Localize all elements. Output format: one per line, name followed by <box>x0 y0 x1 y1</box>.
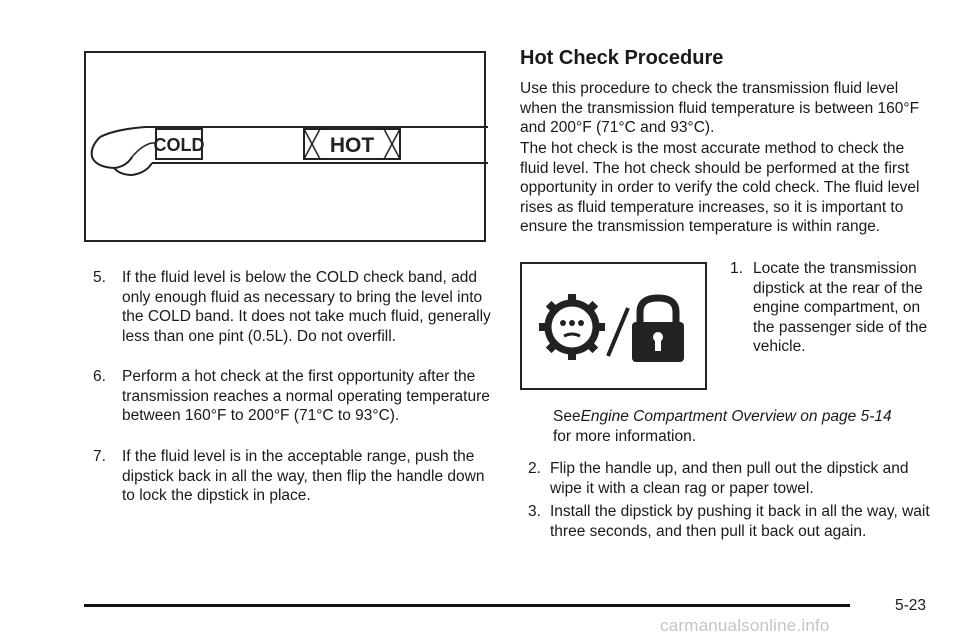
step-text: Install the dipstick by pushing it back in all the way, wait three seconds, and then pull it back out again. <box>550 503 930 540</box>
step-text: If the fluid level is below the COLD check band, add only enough fluid as necessary to bring the level into the COLD band. It does not take much fluid, generally less than one pint (0.5L). Do not overfill. <box>122 269 491 345</box>
see-suffix: for more information. <box>553 427 696 445</box>
step-number: 3. <box>528 503 541 520</box>
step-number: 6. <box>93 368 106 385</box>
step-number: 1. <box>730 260 743 277</box>
intro-paragraph: Use this procedure to check the transmission fluid level when the transmission fluid temperature is between 160°F and 200°F (71°C and 93°C). <box>520 80 920 136</box>
step-number: 2. <box>528 460 541 477</box>
step-text: Perform a hot check at the first opportunity after the transmission reaches a normal operating temperature between 160°F to 200°F (71°C to 93°C). <box>122 368 490 424</box>
dipstick-illustration <box>84 51 486 242</box>
step-3 <box>528 502 938 541</box>
step-7 <box>93 447 493 506</box>
step-5 <box>93 268 493 346</box>
section-heading: Hot Check Procedure <box>520 47 724 69</box>
step-6 <box>93 367 493 426</box>
see-prefix: See <box>553 408 581 425</box>
cold-band-label: COLD <box>153 135 205 155</box>
footer-rule <box>84 604 850 607</box>
step-number: 5. <box>93 269 106 286</box>
step-text: If the fluid level is in the acceptable range, push the dipstick back in all the way, then flip the handle down to lock the dipstick in place. <box>122 448 485 504</box>
lock-icon <box>632 298 684 362</box>
page-number: 5-23 <box>895 597 927 614</box>
see-reference <box>553 407 933 446</box>
gear-icon <box>539 294 605 360</box>
step-number: 7. <box>93 448 106 465</box>
step-1 <box>730 259 935 357</box>
transmission-lock-symbol <box>520 262 707 390</box>
hot-check-paragraph: The hot check is the most accurate method to check the fluid level. The hot check should be performed at the first opportunity in order to verify the cold check. The fluid level rises as fluid temperature increases, so it is important to ensure the transmission temperature is within range. <box>520 140 920 235</box>
hot-band-label: HOT <box>329 134 375 157</box>
step-text: Flip the handle up, and then pull out the dipstick and wipe it with a clean rag or paper towel. <box>550 460 909 497</box>
step-text: Locate the transmission dipstick at the rear of the engine compartment, on the passenger side of the vehicle. <box>753 260 928 355</box>
watermark: carmanualsonline.info <box>660 616 830 635</box>
cross-reference-link[interactable]: Engine Compartment Overview on page 5-14 <box>580 408 892 425</box>
step-2 <box>528 459 938 498</box>
